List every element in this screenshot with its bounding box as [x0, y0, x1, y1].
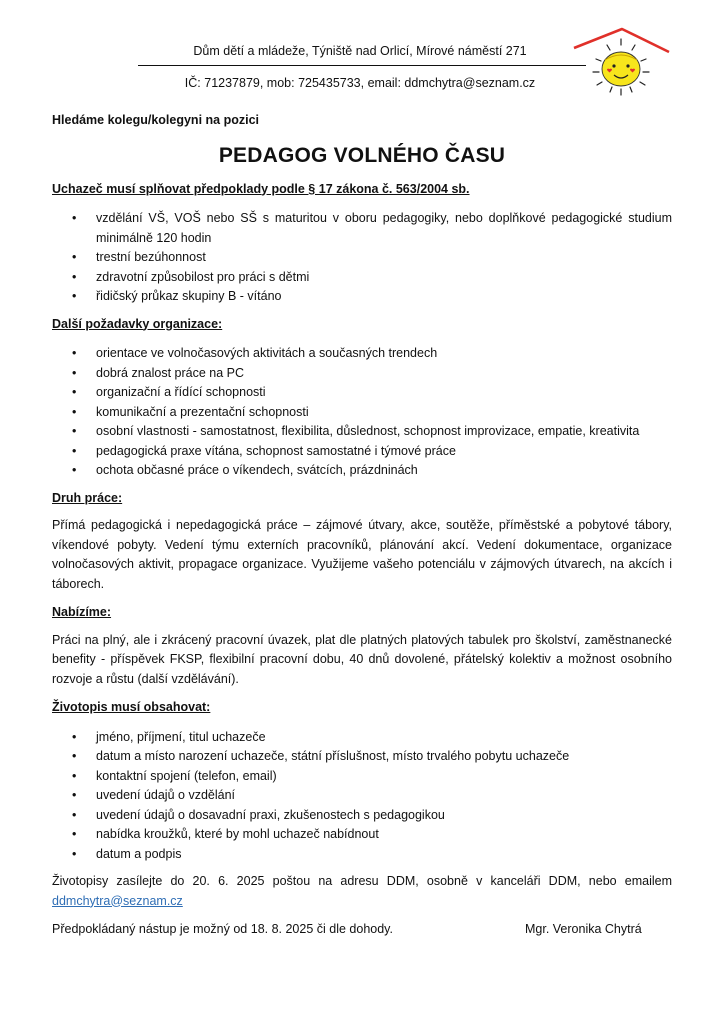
list-item: • řidičský průkaz skupiny B - vítáno — [52, 287, 672, 307]
cv-list — [52, 728, 672, 865]
list-item: • kontaktní spojení (telefon, email) — [52, 767, 672, 787]
other-requirements-list — [52, 344, 672, 481]
requirements-heading: Uchazeč musí splňovat předpoklady podle § 17 zákona č. 563/2004 sb. — [52, 181, 470, 196]
list-item: • osobní vlastnosti - samostatnost, flexibilita, důslednost, schopnost improvizace, empatie, kreativita — [52, 422, 672, 442]
list-item: • ochota občasné práce o víkendech, svátcích, prázdninách — [52, 461, 672, 481]
list-item: • organizační a řídící schopnosti — [52, 383, 672, 403]
list-item: • datum a místo narození uchazeče, státní příslušnost, místo trvalého pobytu uchazeče — [52, 747, 672, 767]
list-item: • uvedení údajů o vzdělání — [52, 786, 672, 806]
position-title: PEDAGOG VOLNÉHO ČASU — [218, 143, 506, 167]
other-requirements-heading: Další požadavky organizace: — [52, 316, 223, 331]
signature: Mgr. Veronika Chytrá — [525, 922, 642, 936]
offer-text: Práci na plný, ale i zkrácený pracovní úvazek, plat dle platných platových tabulek pro školství, zaměstnanecké benefity - příspěvek FKSP, flexibilní pracovní dobu, 40 dnů dovolené, přátelský kolektiv a možnost osobního rozvoje a růstu (další vzdělávání). — [52, 632, 672, 686]
list-item: • vzdělání VŠ, VOŠ nebo SŠ s maturitou v oboru pedagogiky, nebo doplňkové pedagogické studium minimálně 120 hodin — [52, 209, 672, 248]
requirements-list — [52, 209, 672, 307]
intro-text: Hledáme kolegu/kolegyni na pozici — [52, 113, 259, 127]
footer — [52, 920, 672, 940]
list-item: • trestní bezúhonnost — [52, 248, 672, 268]
cv-heading: Životopis musí obsahovat: — [52, 700, 211, 714]
list-item: • jméno, příjmení, titul uchazeče — [52, 728, 672, 748]
list-item: • komunikační a prezentační schopnosti — [52, 403, 672, 423]
list-item: • datum a podpis — [52, 845, 672, 865]
send-text: Životopisy zasílejte do 20. 6. 2025 poštou na adresu DDM, osobně v kanceláři DDM, nebo emailem — [52, 874, 672, 888]
header-contacts: IČ: 71237879, mob: 725435733, email: ddmchytra@seznam.cz — [184, 76, 536, 90]
header-address: Dům dětí a mládeže, Týniště nad Orlicí, Mírové náměstí 271 — [193, 44, 527, 58]
list-item: • orientace ve volnočasových aktivitách a současných trendech — [52, 344, 672, 364]
list-item: • dobrá znalost práce na PC — [52, 364, 672, 384]
ddm-sun-house-logo — [570, 26, 672, 102]
list-item: • pedagogická praxe vítána, schopnost samostatné i týmové práce — [52, 442, 672, 462]
document-body — [52, 111, 672, 940]
work-type-text: Přímá pedagogická i nepedagogická práce – zájmové útvary, akce, soutěže, příměstské a pobytové tábory, víkendové pobyty. Vedení týmu externích pracovníků, plánování akcí. Vedení dokumentace, organizace volnočasových aktivit, propagace organizace. Využijeme vašeho potenciálu v zájmových útvarech, na akcích i táborech. — [52, 518, 672, 591]
work-type-heading: Druh práce: — [52, 490, 123, 505]
offer-heading: Nabízíme: — [52, 605, 112, 619]
list-item: • zdravotní způsobilost pro práci s dětmi — [52, 268, 672, 288]
email-link[interactable]: ddmchytra@seznam.cz — [52, 893, 183, 908]
header-divider — [138, 65, 586, 66]
list-item: • nabídka kroužků, které by mohl uchazeč nabídnout — [52, 825, 672, 845]
list-item: • uvedení údajů o dosavadní praxi, zkušenostech s pedagogikou — [52, 806, 672, 826]
start-date-text: Předpokládaný nástup je možný od 18. 8. 2025 či dle dohody. — [52, 922, 393, 936]
send-instructions — [52, 872, 672, 911]
